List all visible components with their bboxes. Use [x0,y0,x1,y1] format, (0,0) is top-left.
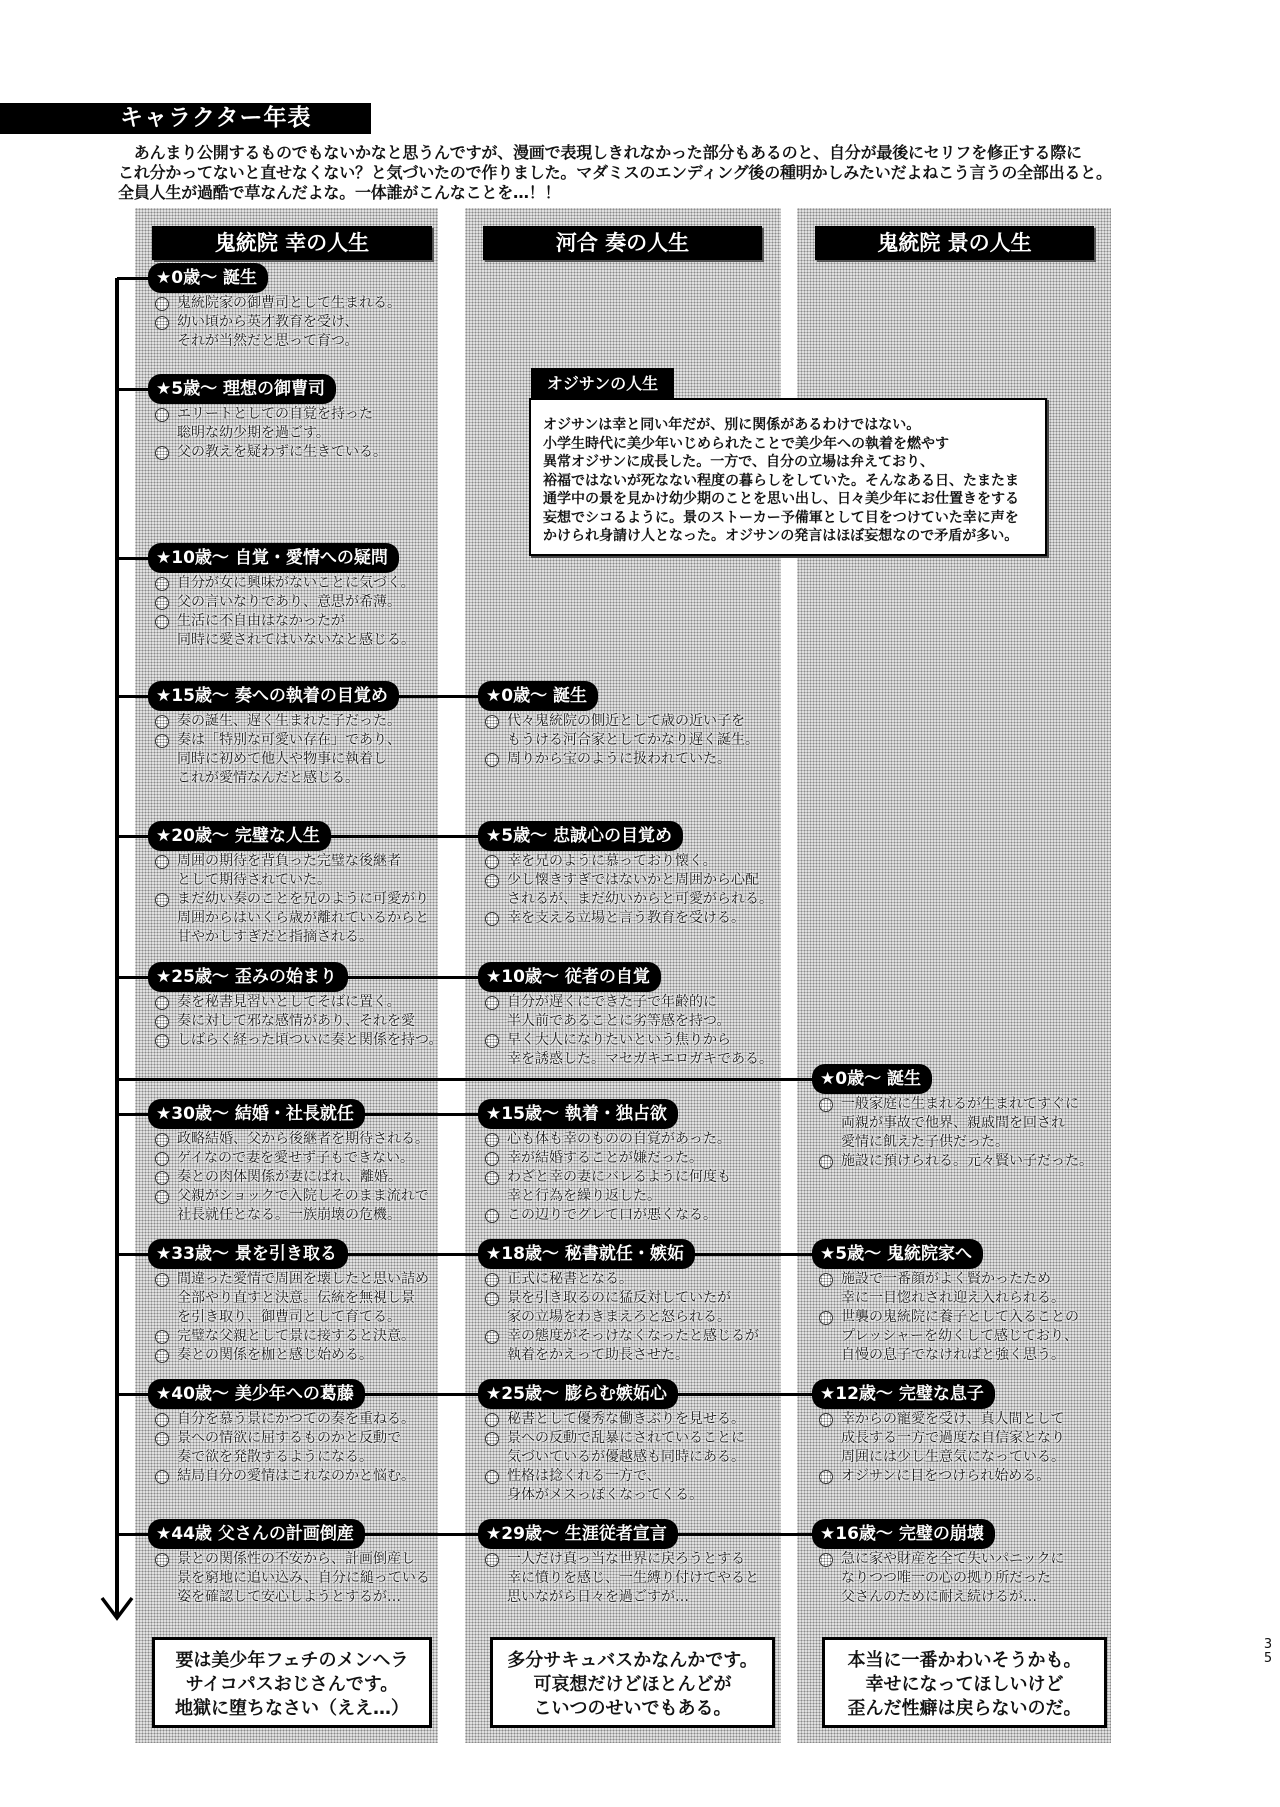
event-bullet-line [153,1149,429,1168]
event-bullet-text: 一般家庭に生まれるが生まれてすぐに [841,1096,1079,1112]
bullet-circle-icon [819,1273,833,1287]
event-bullet-text: 奏との関係を枷と感じ始める。 [177,1347,373,1363]
bullet-circle-icon [485,874,499,888]
bullet-circle-icon [155,297,169,311]
event-body [483,993,773,1069]
summary-line: 要は美少年フェチのメンヘラ [175,1650,409,1671]
event-heading: ★16歳〜 完璧の崩壊 [814,1521,993,1547]
bullet-circle-icon [155,1349,169,1363]
event-bullet-text: 周囲には少し生意気になっている。 [841,1449,1065,1465]
event-heading: ★44歳 父さんの計画倒産 [150,1521,363,1547]
event-bullet-line [817,1114,1093,1133]
event-bullet-line [817,1133,1093,1152]
event-bullet-line [483,1308,759,1327]
event-body [483,852,773,928]
event-bullet-line [153,1327,429,1346]
event-bullet-line [483,1486,745,1505]
intro-line: 全員人生が過酷で草なんだよな。一体誰がこんなことを…！！ [118,183,561,202]
event-bullet-text: 聡明な幼少期を過ごす。 [177,425,330,441]
event-bullet-line [153,593,415,612]
event-bullet-line [153,731,401,750]
event-bullet-text: 奏で欲を発散するようになる。 [177,1449,373,1465]
event-bullet-line [153,1550,430,1569]
bullet-circle-icon [485,912,499,926]
event-bullet-line [817,1588,1064,1607]
event-bullet-line [483,1187,731,1206]
event-bullet-line [153,612,415,631]
event-bullet-line [483,1448,745,1467]
event-bullet-line [817,1550,1064,1569]
event-bullet-text: まだ幼い奏のことを兄のように可愛がり [177,891,429,907]
event-heading: ★30歳〜 結婚・社長就任 [150,1101,363,1127]
event-bullet-text: それが当然だと思って育つ。 [177,333,359,349]
event-bullet-text: 完璧な父親として景に接すると決意。 [177,1328,415,1344]
event-bullet-line [483,1327,759,1346]
event-body [153,1130,429,1225]
event-bullet-line [153,769,401,788]
event-bullet-line [483,1289,759,1308]
bullet-circle-icon [485,753,499,767]
ojisan-line: オジサンは幸と同い年だが、別に関係があるわけではない。 [543,417,921,433]
event-heading: ★15歳〜 執着・独占欲 [480,1101,676,1127]
bullet-circle-icon [485,996,499,1010]
event-bullet-text: 奏は「特別な可愛い存在」であり、 [177,732,401,748]
bullet-circle-icon [485,855,499,869]
summary-line: サイコパスおじさんです。 [185,1674,399,1695]
event-bullet-text: 幸からの寵愛を受け、真人間として [841,1411,1065,1427]
event-bullet-line [153,1012,442,1031]
event-bullet-line [483,1206,731,1225]
summary-box-kanade [490,1637,775,1728]
event-heading: ★5歳〜 理想の御曹司 [150,376,334,402]
event-bullet-text: 周囲からはいくら歳が離れているからと [177,910,429,926]
event-body [153,1550,430,1607]
page-title: キャラクター年表 [120,105,312,131]
ojisan-line: 通学中の景を見かけ幼少期のことを思い出し、日々美少年にお仕置きをする [543,491,1019,507]
timeline-arrow-icon [100,1596,136,1622]
bullet-circle-icon [155,1330,169,1344]
event-bullet-text: 代々鬼統院の側近として歳の近い子を [507,713,745,729]
event-bullet-text: 景との関係性の不安から、計画倒産し [177,1551,415,1567]
event-heading: ★0歳〜 誕生 [150,265,266,291]
event-bullet-text: なりつつ唯一の心の拠り所だった [841,1570,1051,1586]
event-heading: ★25歳〜 膨らむ嫉妬心 [480,1381,676,1407]
event-bullet-text: 政略結婚、父から後継者を期待される。 [177,1131,429,1147]
summary-line: 多分サキュバスかなんかです。 [507,1650,758,1671]
bullet-circle-icon [485,1330,499,1344]
bullet-circle-icon [155,316,169,330]
bullet-circle-icon [155,1152,169,1166]
event-bullet-text: 間違った愛情で周囲を壊したと思い詰め [177,1271,429,1287]
timeline-connector [117,1078,820,1081]
event-bullet-line [483,890,773,909]
event-bullet-line [817,1429,1065,1448]
event-bullet-line [483,731,759,750]
bullet-circle-icon [155,615,169,629]
ojisan-box [529,398,1047,556]
event-bullet-text: 景への反動で乱暴にされていることに [507,1430,745,1446]
event-body [153,993,442,1050]
event-bullet-text: 施設で一番顔がよく賢かったため [841,1271,1051,1287]
event-bullet-text: 社長就任となる。一族崩壊の危機。 [177,1207,401,1223]
event-bullet-line [153,1588,430,1607]
event-bullet-line [483,1410,745,1429]
bullet-circle-icon [485,1470,499,1484]
event-bullet-text: もうける河合家としてかなり遅く誕生。 [507,732,759,748]
event-bullet-text: 甘やかしすぎだと指摘される。 [177,929,373,945]
event-bullet-text: 父の言いなりであり、意思が希薄。 [177,594,401,610]
event-heading: ★0歳〜 誕生 [480,683,596,709]
event-bullet-line [817,1569,1064,1588]
page-number [1262,1638,1274,1666]
event-bullet-line [483,1031,773,1050]
event-bullet-line [153,750,401,769]
column-header-kanade: 河合 奏の人生 [483,226,762,260]
event-bullet-text: 世襲の鬼統院に養子として入ることの [841,1309,1079,1325]
event-bullet-line [153,332,401,351]
ojisan-line: 裕福ではないが死なない程度の暮らしをしていた。そんなある日、たまたま [543,472,1019,489]
event-bullet-text: 自分が女に興味がないことに気づく。 [177,575,415,591]
event-bullet-line [153,443,387,462]
event-bullet-text: 幸を誘惑した。マセガキエロガキである。 [507,1051,773,1067]
bullet-circle-icon [485,1273,499,1287]
bullet-circle-icon [485,1292,499,1306]
event-bullet-text: 全部やり直すと決意。伝統を無視し景 [177,1290,415,1306]
event-bullet-text: これが愛情なんだと感じる。 [177,770,359,786]
event-bullet-line [483,1569,759,1588]
event-bullet-text: 姿を確認して安心しようとするが… [177,1589,401,1605]
event-bullet-text: 周りから宝のように扱われていた。 [507,751,731,767]
event-body [817,1410,1065,1486]
event-bullet-line [153,1569,430,1588]
event-body [153,574,415,650]
event-body [153,294,401,351]
event-bullet-text: 早く大人になりたいという焦りから [507,1032,731,1048]
timeline-connector [117,388,150,391]
event-bullet-line [817,1095,1093,1114]
event-bullet-line [483,1550,759,1569]
event-bullet-line [817,1152,1093,1171]
event-body [153,852,429,947]
event-bullet-text: 周囲の期待を背負った完璧な後継者 [177,853,401,869]
event-body [483,1550,759,1607]
ojisan-line: 異常オジサンに成長した。一方で、自分の立場は弁えており、 [543,454,935,470]
bullet-circle-icon [155,1432,169,1446]
ojisan-line: 小学生時代に美少年いじめられたことで美少年への執着を燃やす [543,435,949,452]
bullet-circle-icon [485,1171,499,1185]
event-heading: ★29歳〜 生涯従者宣言 [480,1521,676,1547]
summary-line: 歪んだ性癖は戻らないのだ。 [847,1698,1082,1719]
bullet-circle-icon [155,1015,169,1029]
bullet-circle-icon [155,446,169,460]
event-bullet-line [153,1448,415,1467]
summary-line: 可哀想だけどほとんどが [533,1674,732,1695]
event-bullet-text: わざと幸の妻にバレるように何度も [507,1169,731,1185]
event-bullet-line [153,1308,429,1327]
column-header-kei: 鬼統院 景の人生 [815,226,1094,260]
event-bullet-text: 同時に愛されてはいないなと感じる。 [177,632,415,648]
event-bullet-text: 幸を兄のように慕っており懐く。 [507,853,717,869]
event-bullet-line [153,871,429,890]
ojisan-title: オジサンの人生 [531,368,674,399]
event-bullet-line [483,1149,731,1168]
event-bullet-line [483,871,773,890]
event-bullet-line [817,1410,1065,1429]
event-bullet-line [483,909,773,928]
event-bullet-text: 身体がメスっぽくなってくる。 [507,1487,704,1503]
event-bullet-line [153,1467,415,1486]
event-bullet-text: 性格は捻くれる一方で、 [507,1468,661,1484]
bullet-circle-icon [155,408,169,422]
event-bullet-line [153,1346,429,1365]
bullet-circle-icon [155,996,169,1010]
event-bullet-line [153,405,387,424]
event-bullet-line [817,1346,1079,1365]
event-bullet-line [483,1270,759,1289]
event-body [483,1410,745,1505]
summary-line: 地獄に堕ちなさい（ええ…） [175,1698,409,1719]
event-bullet-line [483,1588,759,1607]
bullet-circle-icon [155,893,169,907]
event-bullet-text: 一人だけ真っ当な世界に戻ろうとする [507,1551,745,1567]
intro-line: これ分かってないと直せなくない？と気づいたので作りました。マダミスのエンディング後の種明かしみたいだよねこう言うの全部出ると。 [118,163,1112,182]
bullet-circle-icon [155,596,169,610]
event-bullet-text: 幼い頃から英才教育を受け、 [177,314,359,330]
event-bullet-text: この辺りでグレて口が悪くなる。 [507,1207,717,1223]
event-bullet-line [153,313,401,332]
bullet-circle-icon [819,1311,833,1325]
event-bullet-line [153,890,429,909]
event-bullet-text: 心も体も幸のものの自覚があった。 [507,1131,731,1147]
event-bullet-text: 自分を慕う景にかつての奏を重ねる。 [177,1411,415,1427]
event-bullet-text: 奏の誕生、遅く生まれた子だった。 [177,713,401,729]
event-bullet-line [153,574,415,593]
event-bullet-text: 家の立場をわきまえろと怒られる。 [507,1309,731,1325]
event-bullet-line [817,1270,1079,1289]
event-bullet-line [153,1031,442,1050]
event-bullet-line [153,712,401,731]
event-bullet-line [817,1289,1079,1308]
event-body [153,1270,429,1365]
event-bullet-text: オジサンに目をつけられ始める。 [841,1468,1051,1484]
event-heading: ★12歳〜 完璧な息子 [814,1381,993,1407]
event-bullet-line [153,1289,429,1308]
event-bullet-text: 幸に憤りを感じ、一生縛り付けてやると [507,1570,759,1586]
event-bullet-text: 奏を秘書見習いとしてそばに置く。 [177,994,401,1010]
event-bullet-line [483,852,773,871]
event-body [817,1270,1079,1365]
event-bullet-line [483,712,759,731]
event-bullet-line [153,1429,415,1448]
bullet-circle-icon [485,1553,499,1567]
event-bullet-line [153,852,429,871]
timeline-axis [115,278,119,1618]
event-bullet-text: 景を窮地に追い込み、自分に縋っている [177,1570,430,1586]
event-body [153,712,401,788]
bullet-circle-icon [155,734,169,748]
event-bullet-text: 正式に秘書となる。 [507,1271,633,1287]
bullet-circle-icon [819,1413,833,1427]
bullet-circle-icon [485,715,499,729]
bullet-circle-icon [155,1190,169,1204]
event-bullet-line [153,1410,415,1429]
event-heading: ★33歳〜 景を引き取る [150,1241,346,1267]
event-bullet-text: を引き取り、御曹司として育てる。 [177,1309,401,1325]
event-bullet-text: 生活に不自由はなかったが [177,613,345,629]
event-bullet-line [153,631,415,650]
event-body [153,405,387,462]
event-heading: ★0歳〜 誕生 [814,1066,930,1092]
event-bullet-text: 施設に預けられる。元々賢い子だった。 [841,1153,1093,1169]
bullet-circle-icon [485,1209,499,1223]
event-bullet-line [483,1467,745,1486]
event-bullet-text: 気づいているが優越感も同時にある。 [507,1449,745,1465]
event-bullet-text: 急に家や財産を全て失いパニックに [841,1551,1065,1567]
event-bullet-text: 幸と行為を繰り返した。 [507,1188,661,1204]
bullet-circle-icon [155,577,169,591]
event-bullet-text: 執着をかえって助長させた。 [507,1347,689,1363]
event-bullet-text: 自分が遅くにできた子で年齢的に [507,994,717,1010]
event-bullet-text: されるが、まだ幼いからと可愛がられる。 [507,891,773,907]
page-number-digit: 5 [1263,1651,1273,1666]
event-bullet-text: 幸が結婚することが嫌だった。 [507,1150,703,1166]
event-heading: ★10歳〜 従者の自覚 [480,964,659,990]
event-bullet-text: プレッシャーを幼くして感じており、 [841,1328,1079,1344]
event-body [153,1410,415,1486]
event-body [817,1550,1064,1607]
event-bullet-text: しばらく経った頃ついに奏と関係を持つ。 [177,1032,443,1048]
summary-line: 幸せになってほしいけど [865,1674,1064,1695]
bullet-circle-icon [485,1152,499,1166]
event-bullet-text: 成長する一方で過度な自信家となり [841,1430,1065,1446]
event-bullet-line [483,1346,759,1365]
event-bullet-line [153,909,429,928]
event-bullet-line [483,1168,731,1187]
bullet-circle-icon [155,715,169,729]
event-bullet-line [153,928,429,947]
event-bullet-line [817,1467,1065,1486]
event-bullet-text: 奏に対して邪な感情があり、それを愛 [177,1013,415,1029]
event-bullet-text: 両親が事故で他界、親戚間を回され [841,1115,1065,1131]
event-heading: ★5歳〜 鬼統院家へ [814,1241,981,1267]
event-bullet-line [483,1012,773,1031]
bullet-circle-icon [155,1034,169,1048]
event-body [483,1270,759,1365]
event-bullet-line [483,1130,731,1149]
event-heading: ★10歳〜 自覚・愛情への疑問 [150,545,397,571]
event-bullet-text: 愛情に飢えた子供だった。 [841,1134,1009,1150]
event-bullet-line [153,1187,429,1206]
bullet-circle-icon [155,1133,169,1147]
event-body [483,1130,731,1225]
bullet-circle-icon [819,1098,833,1112]
event-bullet-text: 同時に初めて他人や物事に執着し [177,751,387,767]
ojisan-line: かけられ身請け人となった。オジサンの発言はほぼ妄想なので矛盾が多い。 [543,528,1019,544]
event-bullet-line [483,750,759,769]
column-header-kou: 鬼統院 幸の人生 [152,226,432,260]
bullet-circle-icon [155,855,169,869]
intro-line: あんまり公開するものでもないかなと思うんですが、漫画で表現しきれなかった部分もあるのと、自分が最後にセリフを修正する際に [118,143,1082,162]
event-heading: ★5歳〜 忠誠心の目覚め [480,823,681,849]
event-bullet-text: 幸に一目惚れされ迎え入れられる。 [841,1290,1065,1306]
event-bullet-text: 奏との肉体関係が妻にばれ、離婚。 [177,1169,402,1185]
event-bullet-text: 鬼統院家の御曹司として生まれる。 [177,295,401,311]
event-bullet-text: 父親がショックで入院しそのまま流れで [177,1188,429,1204]
bullet-circle-icon [485,1034,499,1048]
event-bullet-line [153,1130,429,1149]
bullet-circle-icon [485,1133,499,1147]
event-bullet-text: 幸の態度がそっけなくなったと感じるが [507,1328,759,1344]
event-bullet-text: ゲイなので妻を愛せず子もできない。 [177,1150,415,1166]
event-bullet-line [153,993,442,1012]
event-bullet-line [483,1429,745,1448]
event-bullet-text: 少し懐きすぎではないかと周囲から心配 [507,872,759,888]
event-bullet-text: 幸を支える立場と言う教育を受ける。 [507,910,745,926]
event-heading: ★40歳〜 美少年への葛藤 [150,1381,363,1407]
event-bullet-text: 秘書として優秀な働きぶりを見せる。 [507,1411,745,1427]
event-bullet-line [153,1270,429,1289]
event-bullet-line [817,1448,1065,1467]
summary-line: こいつのせいでもある。 [533,1698,732,1719]
bullet-circle-icon [485,1413,499,1427]
event-bullet-line [483,993,773,1012]
event-bullet-text: 自慢の息子でなければと強く思う。 [841,1347,1065,1363]
bullet-circle-icon [485,1432,499,1446]
event-bullet-line [153,1206,429,1225]
event-heading: ★25歳〜 歪みの始まり [150,964,346,990]
event-bullet-text: 父の教えを疑わずに生きている。 [177,444,387,460]
event-bullet-text: 景への情欲に屈するものかと反動で [177,1430,401,1446]
event-bullet-text: 父さんのために耐え続けるが… [841,1589,1037,1605]
event-bullet-text: 思いながら日々を過ごすが… [507,1589,689,1605]
event-bullet-line [153,424,387,443]
event-heading: ★18歳〜 秘書就任・嫉妬 [480,1241,693,1267]
event-body [483,712,759,769]
event-bullet-line [153,1168,429,1187]
page-number-digit: 3 [1263,1637,1273,1652]
event-bullet-line [817,1308,1079,1327]
event-bullet-line [153,294,401,313]
event-bullet-text: 結局自分の愛情はこれなのかと悩む。 [177,1468,415,1484]
bullet-circle-icon [155,1413,169,1427]
ojisan-line: 妄想でシコるように。景のストーカー予備軍として目をつけていた幸に声を [543,509,1019,526]
bullet-circle-icon [155,1553,169,1567]
event-body [817,1095,1093,1171]
bullet-circle-icon [819,1470,833,1484]
bullet-circle-icon [819,1553,833,1567]
bullet-circle-icon [819,1155,833,1169]
bullet-circle-icon [155,1171,169,1185]
event-bullet-line [483,1050,773,1069]
bullet-circle-icon [155,1273,169,1287]
event-bullet-text: エリートとしての自覚を持った [177,406,373,422]
event-bullet-text: 景を引き取るのに猛反対していたが [507,1290,731,1306]
summary-line: 本当に一番かわいそうかも。 [847,1650,1082,1671]
bullet-circle-icon [155,1470,169,1484]
summary-box-kei [822,1637,1107,1728]
timeline-connector [117,277,150,280]
timeline-connector [117,557,150,560]
event-bullet-line [817,1327,1079,1346]
event-bullet-text: として期待されていた。 [177,872,331,888]
event-heading: ★15歳〜 奏への執着の目覚め [150,683,397,709]
summary-box-kou [152,1637,432,1728]
event-bullet-text: 半人前であることに劣等感を持つ。 [507,1013,731,1029]
event-heading: ★20歳〜 完璧な人生 [150,823,329,849]
